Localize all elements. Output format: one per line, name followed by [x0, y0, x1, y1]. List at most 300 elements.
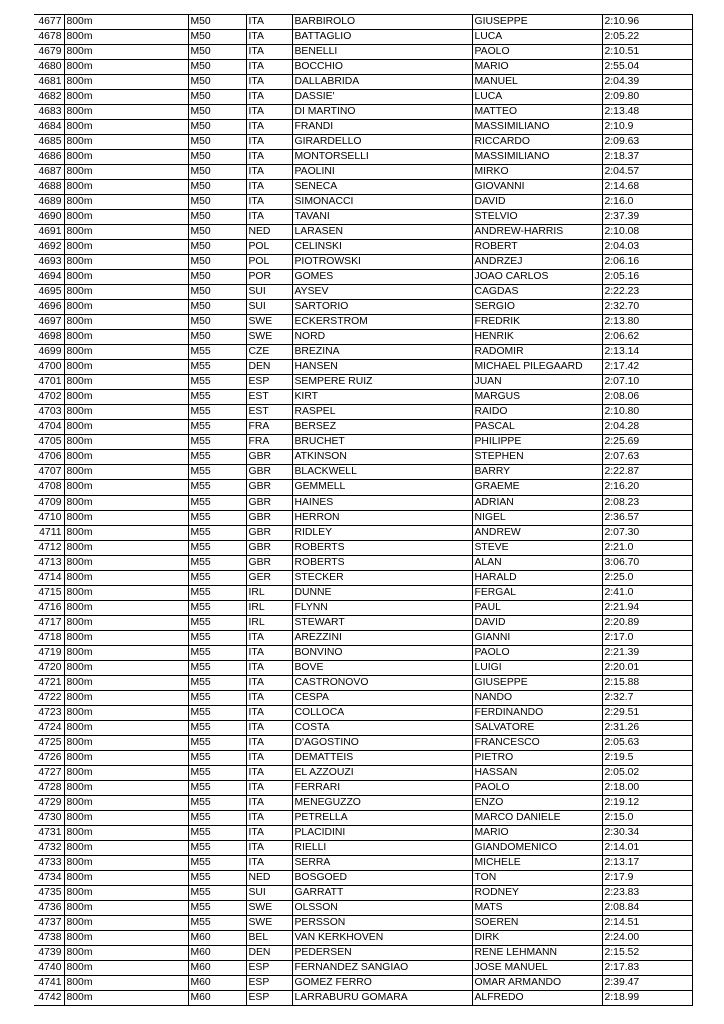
- table-row: [34, 165, 692, 180]
- table-row: [34, 60, 692, 75]
- event-cell: 800m: [64, 690, 188, 705]
- event-cell: 800m: [64, 105, 188, 120]
- nation-cell: ITA: [246, 30, 292, 45]
- row-number: 4701: [34, 375, 64, 390]
- first-name-cell: GIOVANNI: [472, 180, 602, 195]
- time-cell: 2:05.63: [602, 735, 692, 750]
- event-cell: 800m: [64, 765, 188, 780]
- category-cell: M55: [188, 705, 246, 720]
- event-cell: 800m: [64, 750, 188, 765]
- nation-cell: BEL: [246, 930, 292, 945]
- row-number: 4697: [34, 315, 64, 330]
- first-name-cell: MICHELE: [472, 855, 602, 870]
- surname-cell: AREZZINI: [292, 630, 472, 645]
- table-row: [34, 945, 692, 960]
- row-number: 4693: [34, 255, 64, 270]
- time-cell: 2:05.22: [602, 30, 692, 45]
- results-table: [34, 14, 693, 1006]
- category-cell: M55: [188, 795, 246, 810]
- event-cell: 800m: [64, 165, 188, 180]
- time-cell: 2:10.08: [602, 225, 692, 240]
- surname-cell: HANSEN: [292, 360, 472, 375]
- nation-cell: POR: [246, 270, 292, 285]
- category-cell: M55: [188, 885, 246, 900]
- table-row: [34, 810, 692, 825]
- row-number: 4723: [34, 705, 64, 720]
- time-cell: 2:36.57: [602, 510, 692, 525]
- surname-cell: GARRATT: [292, 885, 472, 900]
- nation-cell: GBR: [246, 480, 292, 495]
- first-name-cell: GIUSEPPE: [472, 15, 602, 30]
- surname-cell: COLLOCA: [292, 705, 472, 720]
- nation-cell: ITA: [246, 750, 292, 765]
- category-cell: M60: [188, 960, 246, 975]
- time-cell: 2:15.52: [602, 945, 692, 960]
- first-name-cell: RICCARDO: [472, 135, 602, 150]
- surname-cell: ROBERTS: [292, 540, 472, 555]
- first-name-cell: HARALD: [472, 570, 602, 585]
- category-cell: M50: [188, 240, 246, 255]
- time-cell: 2:06.62: [602, 330, 692, 345]
- table-row: [34, 420, 692, 435]
- time-cell: 2:06.16: [602, 255, 692, 270]
- nation-cell: GBR: [246, 525, 292, 540]
- first-name-cell: DAVID: [472, 615, 602, 630]
- event-cell: 800m: [64, 360, 188, 375]
- row-number: 4684: [34, 120, 64, 135]
- first-name-cell: PAOLO: [472, 780, 602, 795]
- category-cell: M55: [188, 510, 246, 525]
- first-name-cell: OMAR ARMANDO: [472, 976, 602, 991]
- time-cell: 2:09.63: [602, 135, 692, 150]
- nation-cell: ITA: [246, 810, 292, 825]
- row-number: 4708: [34, 480, 64, 495]
- category-cell: M50: [188, 285, 246, 300]
- time-cell: 2:07.30: [602, 525, 692, 540]
- row-number: 4680: [34, 60, 64, 75]
- surname-cell: COSTA: [292, 720, 472, 735]
- nation-cell: DEN: [246, 360, 292, 375]
- time-cell: 2:16.0: [602, 195, 692, 210]
- table-row: [34, 960, 692, 975]
- surname-cell: CASTRONOVO: [292, 675, 472, 690]
- first-name-cell: MATTEO: [472, 105, 602, 120]
- event-cell: 800m: [64, 510, 188, 525]
- time-cell: 2:32.7: [602, 690, 692, 705]
- surname-cell: RIDLEY: [292, 525, 472, 540]
- table-row: [34, 120, 692, 135]
- row-number: 4678: [34, 30, 64, 45]
- nation-cell: NED: [246, 870, 292, 885]
- table-row: [34, 976, 692, 991]
- row-number: 4686: [34, 150, 64, 165]
- category-cell: M55: [188, 375, 246, 390]
- nation-cell: ITA: [246, 795, 292, 810]
- time-cell: 2:13.17: [602, 855, 692, 870]
- event-cell: 800m: [64, 60, 188, 75]
- time-cell: 2:55.04: [602, 60, 692, 75]
- time-cell: 2:31.26: [602, 720, 692, 735]
- time-cell: 2:04.03: [602, 240, 692, 255]
- table-row: [34, 435, 692, 450]
- first-name-cell: LUCA: [472, 30, 602, 45]
- nation-cell: IRL: [246, 600, 292, 615]
- nation-cell: GBR: [246, 510, 292, 525]
- surname-cell: GOMEZ FERRO: [292, 976, 472, 991]
- first-name-cell: SERGIO: [472, 300, 602, 315]
- nation-cell: ITA: [246, 765, 292, 780]
- category-cell: M55: [188, 870, 246, 885]
- event-cell: 800m: [64, 840, 188, 855]
- table-row: [34, 375, 692, 390]
- category-cell: M50: [188, 195, 246, 210]
- nation-cell: ESP: [246, 991, 292, 1006]
- nation-cell: ITA: [246, 690, 292, 705]
- event-cell: 800m: [64, 570, 188, 585]
- nation-cell: GBR: [246, 495, 292, 510]
- table-row: [34, 240, 692, 255]
- table-row: [34, 555, 692, 570]
- surname-cell: FLYNN: [292, 600, 472, 615]
- time-cell: 2:20.89: [602, 615, 692, 630]
- event-cell: 800m: [64, 900, 188, 915]
- event-cell: 800m: [64, 585, 188, 600]
- category-cell: M60: [188, 930, 246, 945]
- table-row: [34, 570, 692, 585]
- table-row: [34, 465, 692, 480]
- nation-cell: IRL: [246, 585, 292, 600]
- category-cell: M50: [188, 180, 246, 195]
- event-cell: 800m: [64, 870, 188, 885]
- first-name-cell: MASSIMILIANO: [472, 120, 602, 135]
- category-cell: M55: [188, 465, 246, 480]
- table-row: [34, 180, 692, 195]
- nation-cell: ESP: [246, 976, 292, 991]
- first-name-cell: MASSIMILIANO: [472, 150, 602, 165]
- first-name-cell: BARRY: [472, 465, 602, 480]
- row-number: 4690: [34, 210, 64, 225]
- surname-cell: FERRARI: [292, 780, 472, 795]
- time-cell: 2:14.68: [602, 180, 692, 195]
- row-number: 4736: [34, 900, 64, 915]
- nation-cell: EST: [246, 405, 292, 420]
- table-row: [34, 705, 692, 720]
- event-cell: 800m: [64, 795, 188, 810]
- table-row: [34, 210, 692, 225]
- row-number: 4740: [34, 960, 64, 975]
- nation-cell: ITA: [246, 780, 292, 795]
- event-cell: 800m: [64, 615, 188, 630]
- category-cell: M55: [188, 555, 246, 570]
- surname-cell: BONVINO: [292, 645, 472, 660]
- time-cell: 2:15.88: [602, 675, 692, 690]
- first-name-cell: NIGEL: [472, 510, 602, 525]
- first-name-cell: TON: [472, 870, 602, 885]
- time-cell: 2:13.80: [602, 315, 692, 330]
- time-cell: 2:20.01: [602, 660, 692, 675]
- table-row: [34, 450, 692, 465]
- time-cell: 2:18.99: [602, 991, 692, 1006]
- nation-cell: ITA: [246, 630, 292, 645]
- event-cell: 800m: [64, 300, 188, 315]
- nation-cell: ITA: [246, 705, 292, 720]
- nation-cell: SWE: [246, 915, 292, 930]
- category-cell: M50: [188, 105, 246, 120]
- surname-cell: RASPEL: [292, 405, 472, 420]
- table-row: [34, 255, 692, 270]
- first-name-cell: FERGAL: [472, 585, 602, 600]
- table-row: [34, 90, 692, 105]
- category-cell: M50: [188, 15, 246, 30]
- event-cell: 800m: [64, 405, 188, 420]
- event-cell: 800m: [64, 645, 188, 660]
- row-number: 4726: [34, 750, 64, 765]
- event-cell: 800m: [64, 375, 188, 390]
- first-name-cell: GRAEME: [472, 480, 602, 495]
- event-cell: 800m: [64, 735, 188, 750]
- row-number: 4729: [34, 795, 64, 810]
- table-row: [34, 135, 692, 150]
- first-name-cell: ENZO: [472, 795, 602, 810]
- nation-cell: ITA: [246, 120, 292, 135]
- time-cell: 2:08.23: [602, 495, 692, 510]
- category-cell: M55: [188, 420, 246, 435]
- event-cell: 800m: [64, 991, 188, 1006]
- surname-cell: GIRARDELLO: [292, 135, 472, 150]
- category-cell: M55: [188, 630, 246, 645]
- event-cell: 800m: [64, 315, 188, 330]
- nation-cell: ESP: [246, 375, 292, 390]
- row-number: 4677: [34, 15, 64, 30]
- table-row: [34, 585, 692, 600]
- category-cell: M55: [188, 435, 246, 450]
- nation-cell: ITA: [246, 735, 292, 750]
- table-row: [34, 195, 692, 210]
- row-number: 4732: [34, 840, 64, 855]
- first-name-cell: PIETRO: [472, 750, 602, 765]
- row-number: 4713: [34, 555, 64, 570]
- first-name-cell: PASCAL: [472, 420, 602, 435]
- row-number: 4700: [34, 360, 64, 375]
- event-cell: 800m: [64, 420, 188, 435]
- surname-cell: AYSEV: [292, 285, 472, 300]
- nation-cell: NED: [246, 225, 292, 240]
- nation-cell: ITA: [246, 840, 292, 855]
- time-cell: 2:21.0: [602, 540, 692, 555]
- event-cell: 800m: [64, 720, 188, 735]
- time-cell: 2:23.83: [602, 885, 692, 900]
- surname-cell: BRUCHET: [292, 435, 472, 450]
- first-name-cell: FREDRIK: [472, 315, 602, 330]
- table-row: [34, 630, 692, 645]
- table-row: [34, 390, 692, 405]
- nation-cell: SWE: [246, 900, 292, 915]
- nation-cell: FRA: [246, 435, 292, 450]
- category-cell: M50: [188, 225, 246, 240]
- nation-cell: POL: [246, 255, 292, 270]
- category-cell: M55: [188, 480, 246, 495]
- category-cell: M50: [188, 45, 246, 60]
- table-row: [34, 780, 692, 795]
- table-row: [34, 825, 692, 840]
- row-number: 4738: [34, 930, 64, 945]
- surname-cell: STECKER: [292, 570, 472, 585]
- first-name-cell: STEVE: [472, 540, 602, 555]
- row-number: 4698: [34, 330, 64, 345]
- table-row: [34, 675, 692, 690]
- time-cell: 2:13.48: [602, 105, 692, 120]
- first-name-cell: DAVID: [472, 195, 602, 210]
- surname-cell: TAVANI: [292, 210, 472, 225]
- first-name-cell: RAIDO: [472, 405, 602, 420]
- table-row: [34, 540, 692, 555]
- table-row: [34, 915, 692, 930]
- row-number: 4725: [34, 735, 64, 750]
- category-cell: M55: [188, 765, 246, 780]
- surname-cell: KIRT: [292, 390, 472, 405]
- time-cell: 2:32.70: [602, 300, 692, 315]
- time-cell: 2:08.06: [602, 390, 692, 405]
- surname-cell: PEDERSEN: [292, 945, 472, 960]
- category-cell: M50: [188, 300, 246, 315]
- nation-cell: ITA: [246, 645, 292, 660]
- table-row: [34, 495, 692, 510]
- first-name-cell: SOEREN: [472, 915, 602, 930]
- time-cell: 2:25.69: [602, 435, 692, 450]
- table-row: [34, 300, 692, 315]
- table-row: [34, 510, 692, 525]
- category-cell: M55: [188, 450, 246, 465]
- first-name-cell: STEPHEN: [472, 450, 602, 465]
- surname-cell: OLSSON: [292, 900, 472, 915]
- nation-cell: ITA: [246, 210, 292, 225]
- table-row: [34, 870, 692, 885]
- event-cell: 800m: [64, 915, 188, 930]
- time-cell: 2:15.0: [602, 810, 692, 825]
- row-number: 4699: [34, 345, 64, 360]
- row-number: 4741: [34, 976, 64, 991]
- nation-cell: ITA: [246, 825, 292, 840]
- table-row: [34, 270, 692, 285]
- category-cell: M55: [188, 540, 246, 555]
- nation-cell: CZE: [246, 345, 292, 360]
- category-cell: M60: [188, 991, 246, 1006]
- table-row: [34, 660, 692, 675]
- surname-cell: PIOTROWSKI: [292, 255, 472, 270]
- surname-cell: LARASEN: [292, 225, 472, 240]
- table-row: [34, 840, 692, 855]
- surname-cell: SARTORIO: [292, 300, 472, 315]
- category-cell: M55: [188, 915, 246, 930]
- row-number: 4710: [34, 510, 64, 525]
- row-number: 4734: [34, 870, 64, 885]
- event-cell: 800m: [64, 120, 188, 135]
- row-number: 4679: [34, 45, 64, 60]
- surname-cell: BARBIROLO: [292, 15, 472, 30]
- nation-cell: ITA: [246, 105, 292, 120]
- first-name-cell: ANDRZEJ: [472, 255, 602, 270]
- row-number: 4714: [34, 570, 64, 585]
- time-cell: 2:07.10: [602, 375, 692, 390]
- nation-cell: DEN: [246, 945, 292, 960]
- first-name-cell: SALVATORE: [472, 720, 602, 735]
- time-cell: 2:25.0: [602, 570, 692, 585]
- table-row: [34, 720, 692, 735]
- first-name-cell: RODNEY: [472, 885, 602, 900]
- surname-cell: NORD: [292, 330, 472, 345]
- category-cell: M55: [188, 615, 246, 630]
- results-body: [34, 15, 692, 1006]
- time-cell: 2:19.5: [602, 750, 692, 765]
- nation-cell: ITA: [246, 180, 292, 195]
- row-number: 4720: [34, 660, 64, 675]
- event-cell: 800m: [64, 600, 188, 615]
- surname-cell: GEMMELL: [292, 480, 472, 495]
- nation-cell: GER: [246, 570, 292, 585]
- time-cell: 2:24.00: [602, 930, 692, 945]
- nation-cell: EST: [246, 390, 292, 405]
- event-cell: 800m: [64, 825, 188, 840]
- time-cell: 2:05.02: [602, 765, 692, 780]
- surname-cell: BENELLI: [292, 45, 472, 60]
- row-number: 4704: [34, 420, 64, 435]
- surname-cell: BATTAGLIO: [292, 30, 472, 45]
- nation-cell: ITA: [246, 165, 292, 180]
- event-cell: 800m: [64, 780, 188, 795]
- row-number: 4682: [34, 90, 64, 105]
- row-number: 4702: [34, 390, 64, 405]
- surname-cell: DASSIE': [292, 90, 472, 105]
- category-cell: M55: [188, 735, 246, 750]
- nation-cell: POL: [246, 240, 292, 255]
- surname-cell: PAOLINI: [292, 165, 472, 180]
- event-cell: 800m: [64, 195, 188, 210]
- first-name-cell: ANDREW-HARRIS: [472, 225, 602, 240]
- table-row: [34, 150, 692, 165]
- row-number: 4716: [34, 600, 64, 615]
- first-name-cell: ROBERT: [472, 240, 602, 255]
- event-cell: 800m: [64, 345, 188, 360]
- event-cell: 800m: [64, 465, 188, 480]
- surname-cell: HERRON: [292, 510, 472, 525]
- row-number: 4712: [34, 540, 64, 555]
- category-cell: M55: [188, 840, 246, 855]
- row-number: 4717: [34, 615, 64, 630]
- row-number: 4730: [34, 810, 64, 825]
- row-number: 4706: [34, 450, 64, 465]
- nation-cell: GBR: [246, 465, 292, 480]
- table-row: [34, 405, 692, 420]
- nation-cell: ITA: [246, 150, 292, 165]
- nation-cell: GBR: [246, 450, 292, 465]
- event-cell: 800m: [64, 705, 188, 720]
- event-cell: 800m: [64, 270, 188, 285]
- surname-cell: VAN KERKHOVEN: [292, 930, 472, 945]
- event-cell: 800m: [64, 540, 188, 555]
- time-cell: 2:21.94: [602, 600, 692, 615]
- table-row: [34, 795, 692, 810]
- nation-cell: ITA: [246, 135, 292, 150]
- category-cell: M55: [188, 660, 246, 675]
- table-row: [34, 360, 692, 375]
- time-cell: 2:05.16: [602, 270, 692, 285]
- surname-cell: BREZINA: [292, 345, 472, 360]
- category-cell: M60: [188, 976, 246, 991]
- row-number: 4694: [34, 270, 64, 285]
- surname-cell: CELINSKI: [292, 240, 472, 255]
- surname-cell: BLACKWELL: [292, 465, 472, 480]
- first-name-cell: LUIGI: [472, 660, 602, 675]
